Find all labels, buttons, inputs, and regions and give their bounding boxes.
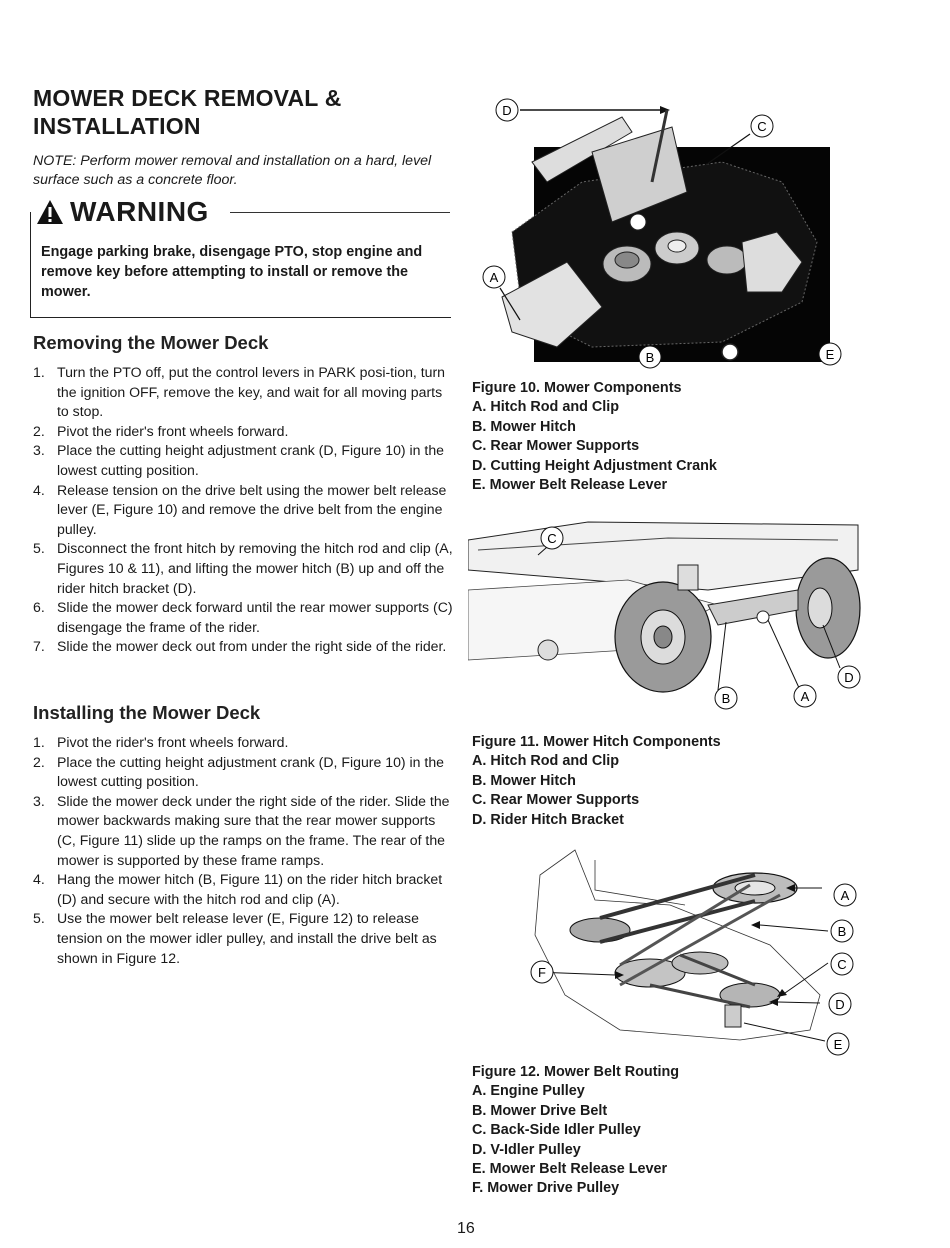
figure-10-illustration — [472, 92, 857, 372]
figure-12-caption-block — [472, 1063, 912, 1199]
list-item: D. Cutting Height Adjustment Crank — [472, 457, 717, 474]
title-line-2: INSTALLATION — [33, 113, 201, 139]
installing-steps — [33, 733, 453, 968]
figure-12-callout-d — [829, 993, 851, 1015]
warning-text: Engage parking brake, disengage PTO, stop engine and remove key before attempting to install or remove the mower. — [41, 244, 423, 300]
list-item: 1. Pivot the rider's front wheels forward. — [33, 734, 289, 750]
list-item: 5. Disconnect the front hitch by removing the hitch rod and clip (A, Figures 10 & 11), and lifting the mower hitch (B) up and off the rider hitch bracket (D). — [33, 540, 453, 596]
figure-12-caption: Figure 12. Mower Belt Routing — [472, 1064, 680, 1080]
warning-triangle-icon — [36, 199, 64, 225]
svg-text:B: B — [721, 691, 731, 706]
list-item: 1. Turn the PTO off, put the control levers in PARK posi-tion, turn the ignition OFF, remove the key, and wait for all moving parts to stop. — [33, 364, 446, 420]
list-item: E. Mower Belt Release Lever — [472, 1161, 668, 1178]
warning-heading — [36, 196, 215, 228]
figure-12-illustration — [520, 845, 860, 1060]
figure-11-callout-d — [838, 666, 860, 688]
list-item: B. Mower Drive Belt — [472, 1102, 608, 1119]
figure-12-callout-e — [827, 1033, 849, 1055]
list-item: D. V-Idler Pulley — [472, 1141, 581, 1158]
figure-12-callout-a — [834, 884, 856, 906]
list-item: A. Hitch Rod and Clip — [472, 399, 620, 416]
svg-text:D: D — [835, 997, 845, 1012]
page-title — [33, 84, 342, 140]
svg-text:E: E — [833, 1037, 843, 1052]
svg-text:E: E — [825, 347, 835, 362]
svg-text:A: A — [489, 270, 499, 285]
removing-heading: Removing the Mower Deck — [33, 332, 269, 353]
list-item: C. Rear Mower Supports — [472, 792, 640, 809]
figure-12-callout-c — [831, 953, 853, 975]
list-item: 4. Release tension on the drive belt using the mower belt release lever (E, Figure 10) and remove the drive belt from the engine pulley. — [33, 481, 447, 537]
list-item: E. Mower Belt Release Lever — [472, 477, 668, 494]
list-item: 7. Slide the mower deck out from under the right side of the rider. — [33, 638, 447, 655]
svg-text:A: A — [800, 689, 810, 704]
svg-text:A: A — [840, 888, 850, 903]
figure-11-caption-block — [472, 733, 912, 830]
svg-text:F: F — [538, 965, 546, 980]
list-item: 3. Slide the mower deck under the right side of the rider. Slide the mower backwards making sure that the rear mower supports (C, Figure 11) slide up the ramps on the frame. The rear of the mower is supported by these frame ramps. — [33, 792, 450, 868]
list-item: 2. Place the cutting height adjustment crank (D, Figure 10) in the lowest cutting position. — [33, 753, 445, 790]
figure-11-illustration — [468, 510, 868, 715]
list-item: A. Engine Pulley — [472, 1083, 585, 1100]
svg-text:D: D — [844, 670, 854, 685]
list-item: D. Rider Hitch Bracket — [472, 811, 624, 828]
svg-text:C: C — [757, 119, 767, 134]
figure-11-callout-b — [715, 687, 737, 709]
warning-label: WARNING — [70, 196, 209, 227]
figure-11-callout-c — [541, 527, 563, 549]
svg-text:D: D — [502, 103, 512, 118]
figure-10-callout-b — [639, 346, 661, 368]
list-item: 5. Use the mower belt release lever (E, Figure 12) to release tension on the mower idler pulley, and install the drive belt as shown in Figure 12. — [33, 910, 437, 966]
figure-10-caption-block — [472, 379, 912, 495]
list-item: 2. Pivot the rider's front wheels forward. — [33, 422, 289, 439]
list-item: C. Back-Side Idler Pulley — [472, 1122, 641, 1139]
list-item: B. Mower Hitch — [472, 772, 576, 789]
figure-10-callout-a — [483, 266, 505, 288]
list-item: A. Hitch Rod and Clip — [472, 753, 620, 770]
page-number: 16 — [457, 1220, 475, 1237]
figure-10-caption: Figure 10. Mower Components — [472, 380, 682, 396]
svg-text:B: B — [645, 350, 655, 365]
removing-steps — [33, 363, 453, 657]
figure-12-callout-b — [831, 920, 853, 942]
list-item: B. Mower Hitch — [472, 418, 576, 435]
svg-text:B: B — [837, 924, 847, 939]
svg-text:C: C — [547, 531, 557, 546]
list-item: 3. Place the cutting height adjustment crank (D, Figure 10) in the lowest cutting position. — [33, 442, 445, 478]
title-line-1: MOWER DECK REMOVAL & — [33, 85, 342, 111]
installing-heading: Installing the Mower Deck — [33, 702, 261, 723]
figure-11-caption: Figure 11. Mower Hitch Components — [472, 734, 721, 750]
figure-11-callout-a — [794, 685, 816, 707]
list-item: C. Rear Mower Supports — [472, 438, 640, 455]
list-item: 6. Slide the mower deck forward until the rear mower supports (C) disengage the frame of the rider. — [33, 599, 453, 635]
note-text: NOTE: Perform mower removal and installation on a hard, level surface such as a concrete floor. — [33, 153, 432, 188]
svg-text:C: C — [837, 957, 847, 972]
figure-10-callout-d — [496, 99, 518, 121]
figure-10-callout-c — [751, 115, 773, 137]
warning-rule — [230, 212, 450, 213]
list-item: F. Mower Drive Pulley — [472, 1180, 620, 1197]
figure-10-callout-e — [819, 343, 841, 365]
figure-12-callout-f — [531, 961, 553, 983]
list-item: 4. Hang the mower hitch (B, Figure 11) on the rider hitch bracket (D) and secure with the hitch rod and clip (A). — [33, 871, 443, 907]
